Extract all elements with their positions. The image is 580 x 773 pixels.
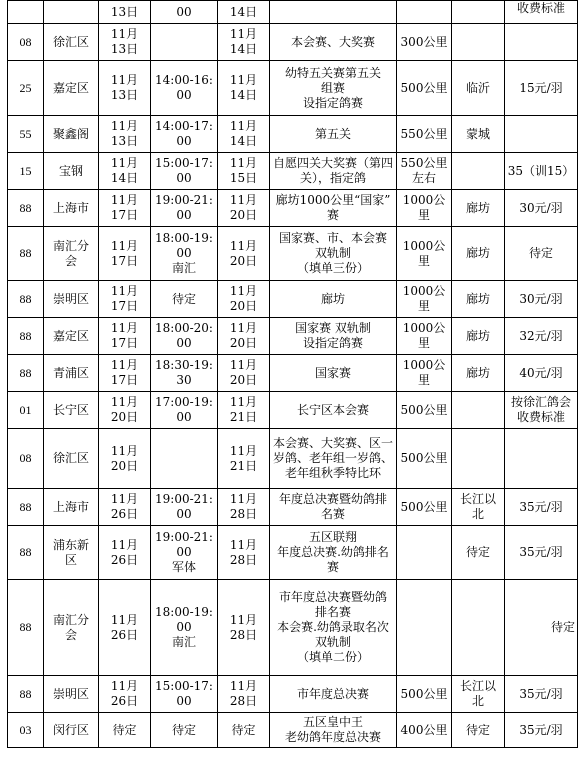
cell-event: 长宁区本会赛 <box>270 392 397 429</box>
cell-district: 嘉定区 <box>44 318 99 355</box>
table-row <box>8 676 578 713</box>
cell-fee: 35元/羽 <box>505 489 578 526</box>
cell-release: 待定 <box>452 526 505 580</box>
cell-fee: 15元/羽 <box>505 61 578 116</box>
table-row <box>8 227 578 281</box>
cell-distance <box>397 526 452 580</box>
cell-district: 上海市 <box>44 489 99 526</box>
cell-district: 青浦区 <box>44 355 99 392</box>
cell-start_time <box>151 429 218 489</box>
table-row <box>8 713 578 748</box>
cell-release: 廊坊 <box>452 227 505 281</box>
cell-event: 五区联翔 年度总决赛.幼鸽排名 赛 <box>270 526 397 580</box>
table-row <box>8 190 578 227</box>
table-row <box>8 392 578 429</box>
cell-start_date: 11月 14日 <box>99 153 151 190</box>
cell-return_date: 11月 20日 <box>218 281 270 318</box>
cell-fee: 35元/羽 <box>505 713 578 748</box>
cell-district: 徐汇区 <box>44 24 99 61</box>
cell-distance: 500公里 <box>397 61 452 116</box>
cell-return_date: 11月 14日 <box>218 24 270 61</box>
cell-start_date: 11月 26日 <box>99 676 151 713</box>
cell-distance: 500公里 <box>397 676 452 713</box>
cell-code: 08 <box>8 24 44 61</box>
cell-code: 88 <box>8 190 44 227</box>
cell-code: 88 <box>8 526 44 580</box>
table-row <box>8 61 578 116</box>
cell-event: 廊坊 <box>270 281 397 318</box>
cell-event: 廊坊1000公里“国家” 赛 <box>270 190 397 227</box>
cell-event: 国家赛 <box>270 355 397 392</box>
cell-start_date: 待定 <box>99 713 151 748</box>
cell-code: 88 <box>8 318 44 355</box>
cell-event <box>270 1 397 24</box>
cell-release <box>452 1 505 24</box>
cell-return_date: 11月 15日 <box>218 153 270 190</box>
cell-start_time: 00 <box>151 1 218 24</box>
cell-start_date: 11月 26日 <box>99 580 151 676</box>
cell-code: 88 <box>8 355 44 392</box>
cell-start_time: 15:00-17: 00 <box>151 153 218 190</box>
cell-start_date: 11月 13日 <box>99 24 151 61</box>
cell-event: 市年度总决赛 <box>270 676 397 713</box>
cell-fee: 30元/羽 <box>505 190 578 227</box>
cell-start_time: 18:30-19: 30 <box>151 355 218 392</box>
cell-event: 国家赛 双轨制 设指定鸽赛 <box>270 318 397 355</box>
cell-return_date: 11月 20日 <box>218 227 270 281</box>
cell-distance: 550公里 <box>397 116 452 153</box>
cell-start_date: 11月 26日 <box>99 489 151 526</box>
cell-start_time: 14:00-16: 00 <box>151 61 218 116</box>
cell-distance: 1000公 里 <box>397 227 452 281</box>
cell-district: 南汇分 会 <box>44 227 99 281</box>
table-body <box>8 1 578 748</box>
cell-return_date: 11月 20日 <box>218 318 270 355</box>
cell-fee: 按徐汇鸽会 收费标准 <box>505 392 578 429</box>
cell-start_time: 19:00-21: 00 <box>151 190 218 227</box>
cell-fee: 32元/羽 <box>505 318 578 355</box>
cell-distance: 300公里 <box>397 24 452 61</box>
race-schedule-table <box>7 0 578 748</box>
cell-release: 廊坊 <box>452 318 505 355</box>
table-row <box>8 580 578 676</box>
cell-district: 长宁区 <box>44 392 99 429</box>
cell-start_date: 11月 26日 <box>99 526 151 580</box>
cell-release: 蒙城 <box>452 116 505 153</box>
cell-code: 88 <box>8 676 44 713</box>
cell-return_date: 11月 21日 <box>218 392 270 429</box>
cell-return_date: 14日 <box>218 1 270 24</box>
cell-distance: 500公里 <box>397 429 452 489</box>
cell-code: 88 <box>8 281 44 318</box>
cell-return_date: 11月 28日 <box>218 580 270 676</box>
cell-distance: 400公里 <box>397 713 452 748</box>
cell-code: 25 <box>8 61 44 116</box>
cell-start_time: 15:00-17: 00 <box>151 676 218 713</box>
cell-distance: 500公里 <box>397 392 452 429</box>
cell-code: 88 <box>8 227 44 281</box>
cell-return_date: 11月 20日 <box>218 190 270 227</box>
table-row <box>8 116 578 153</box>
cell-fee: 35元/羽 <box>505 526 578 580</box>
table-row <box>8 526 578 580</box>
cell-fee: 收费标准 <box>505 1 578 24</box>
cell-fee <box>505 24 578 61</box>
table-row <box>8 429 578 489</box>
cell-return_date: 11月 14日 <box>218 116 270 153</box>
cell-fee: 40元/羽 <box>505 355 578 392</box>
cell-start_date: 11月 17日 <box>99 318 151 355</box>
cell-start_time: 待定 <box>151 281 218 318</box>
cell-start_time: 19:00-21: 00 <box>151 489 218 526</box>
cell-start_time: 14:00-17: 00 <box>151 116 218 153</box>
cell-release <box>452 429 505 489</box>
cell-start_time: 17:00-19: 00 <box>151 392 218 429</box>
cell-release: 临沂 <box>452 61 505 116</box>
cell-event: 幼特五关赛第五关 组赛 设指定鸽赛 <box>270 61 397 116</box>
cell-district: 南汇分 会 <box>44 580 99 676</box>
cell-release: 廊坊 <box>452 190 505 227</box>
cell-start_date: 11月 17日 <box>99 227 151 281</box>
cell-return_date: 11月 21日 <box>218 429 270 489</box>
cell-distance: 1000公 里 <box>397 318 452 355</box>
cell-event: 本会赛、大奖赛 <box>270 24 397 61</box>
cell-code: 03 <box>8 713 44 748</box>
table-row <box>8 355 578 392</box>
cell-return_date: 11月 28日 <box>218 676 270 713</box>
cell-code: 88 <box>8 489 44 526</box>
cell-distance: 1000公 里 <box>397 190 452 227</box>
table-row <box>8 24 578 61</box>
cell-event: 国家赛、市、本会赛 双轨制 （填单三份） <box>270 227 397 281</box>
cell-start_date: 11月 17日 <box>99 281 151 318</box>
cell-district: 徐汇区 <box>44 429 99 489</box>
cell-start_time: 18:00-19: 00 南汇 <box>151 227 218 281</box>
cell-district: 嘉定区 <box>44 61 99 116</box>
cell-fee: 待定 <box>505 227 578 281</box>
cell-release <box>452 153 505 190</box>
cell-code: 01 <box>8 392 44 429</box>
cell-district: 聚鑫阁 <box>44 116 99 153</box>
table-row <box>8 281 578 318</box>
cell-release <box>452 24 505 61</box>
cell-code <box>8 1 44 24</box>
cell-district: 上海市 <box>44 190 99 227</box>
cell-start_date: 11月 17日 <box>99 190 151 227</box>
cell-event: 年度总决赛暨幼鸽排 名赛 <box>270 489 397 526</box>
cell-release <box>452 392 505 429</box>
cell-release: 长江以 北 <box>452 676 505 713</box>
cell-return_date: 11月 28日 <box>218 489 270 526</box>
cell-fee: 30元/羽 <box>505 281 578 318</box>
cell-start_date: 11月 17日 <box>99 355 151 392</box>
table-row <box>8 489 578 526</box>
cell-return_date: 待定 <box>218 713 270 748</box>
cell-distance: 500公里 <box>397 489 452 526</box>
table-row <box>8 318 578 355</box>
cell-district: 崇明区 <box>44 676 99 713</box>
cell-release: 廊坊 <box>452 281 505 318</box>
cell-distance: 1000公 里 <box>397 281 452 318</box>
cell-fee <box>505 116 578 153</box>
cell-return_date: 11月 14日 <box>218 61 270 116</box>
cell-start_time: 19:00-21: 00 军体 <box>151 526 218 580</box>
table-row <box>8 1 578 24</box>
cell-release: 长江以 北 <box>452 489 505 526</box>
cell-start_date: 11月 20日 <box>99 392 151 429</box>
cell-fee: 35（训15） <box>505 153 578 190</box>
cell-event: 自愿四关大奖赛（第四 关），指定鸽 <box>270 153 397 190</box>
cell-district <box>44 1 99 24</box>
cell-start_date: 11月 13日 <box>99 61 151 116</box>
cell-code: 88 <box>8 580 44 676</box>
cell-code: 55 <box>8 116 44 153</box>
cell-start_time: 18:00-19: 00 南汇 <box>151 580 218 676</box>
cell-start_date: 11月 20日 <box>99 429 151 489</box>
cell-event: 市年度总决赛暨幼鸽 排名赛 本会赛.幼鸽录取名次 双轨制 （填单二份） <box>270 580 397 676</box>
cell-event: 本会赛、大奖赛、区一 岁鸽、老年组一岁鸽、 老年组秋季特比环 <box>270 429 397 489</box>
cell-start_time: 18:00-20: 00 <box>151 318 218 355</box>
cell-return_date: 11月 20日 <box>218 355 270 392</box>
cell-start_time: 待定 <box>151 713 218 748</box>
cell-district: 浦东新 区 <box>44 526 99 580</box>
cell-start_date: 11月 13日 <box>99 116 151 153</box>
cell-distance <box>397 1 452 24</box>
cell-district: 崇明区 <box>44 281 99 318</box>
cell-event: 五区皇中王 老幼鸽年度总决赛 <box>270 713 397 748</box>
cell-code: 08 <box>8 429 44 489</box>
cell-start_date: 13日 <box>99 1 151 24</box>
cell-code: 15 <box>8 153 44 190</box>
cell-release <box>452 580 505 676</box>
cell-return_date: 11月 28日 <box>218 526 270 580</box>
cell-district: 宝钢 <box>44 153 99 190</box>
cell-event: 第五关 <box>270 116 397 153</box>
cell-start_time <box>151 24 218 61</box>
cell-distance: 550公里 左右 <box>397 153 452 190</box>
cell-distance: 1000公 里 <box>397 355 452 392</box>
cell-fee: 待定 <box>505 580 578 676</box>
cell-distance <box>397 580 452 676</box>
cell-release: 待定 <box>452 713 505 748</box>
cell-release: 廊坊 <box>452 355 505 392</box>
cell-fee <box>505 429 578 489</box>
table-row <box>8 153 578 190</box>
cell-fee: 35元/羽 <box>505 676 578 713</box>
cell-district: 闵行区 <box>44 713 99 748</box>
